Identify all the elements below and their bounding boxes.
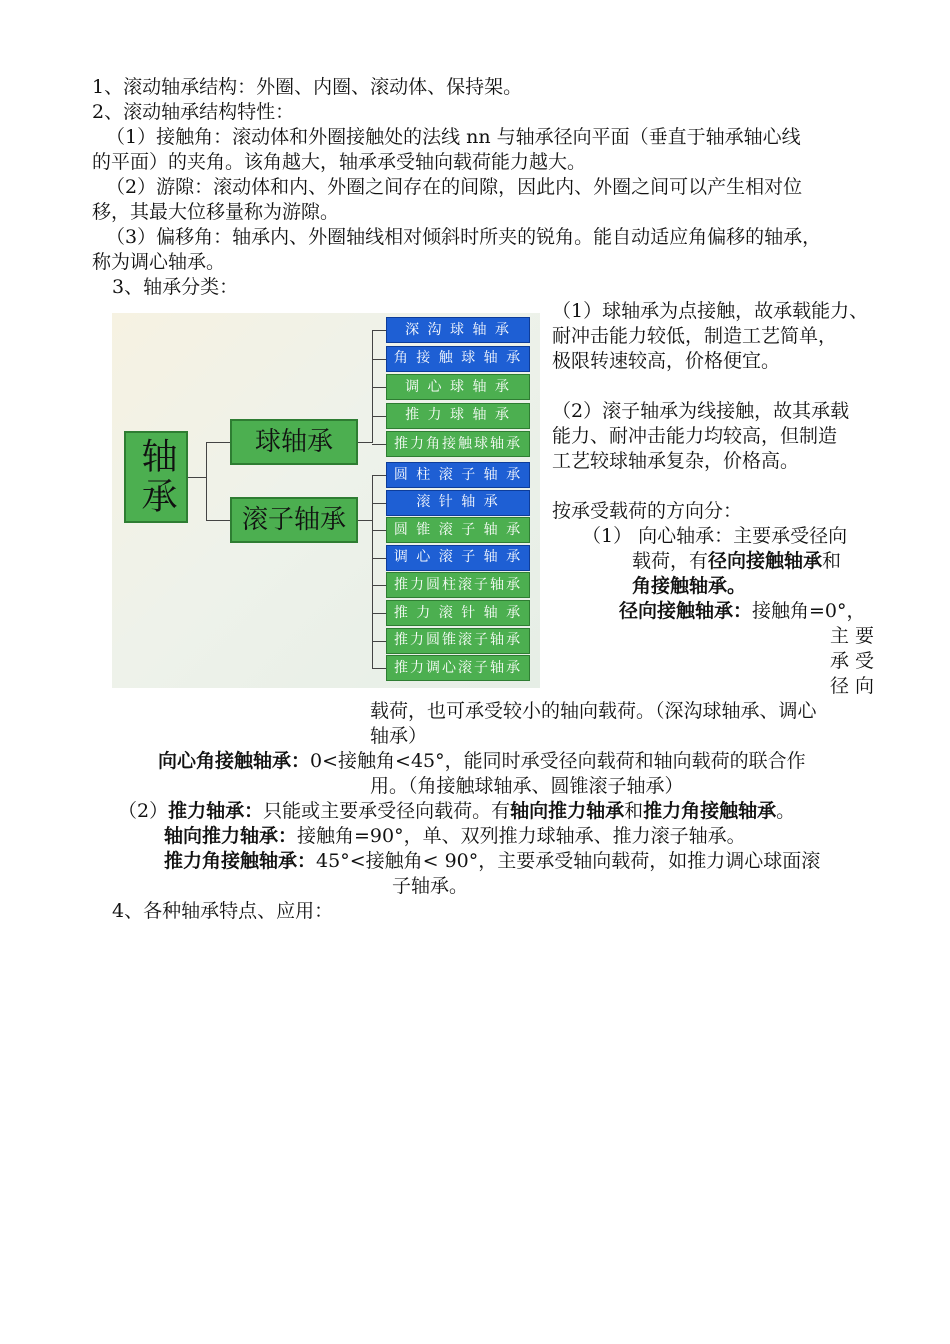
connector [372, 475, 386, 476]
bearing-type-roller_items-6: 推力圆锥滚子轴承 [386, 628, 530, 654]
connector [206, 442, 207, 520]
right-line-13: 承 受 [830, 650, 875, 672]
connector [372, 613, 386, 614]
text: （2） [118, 800, 169, 822]
root-node: 轴承 [124, 431, 188, 523]
bearing-type-roller_items-3: 调 心 滚 子 轴 承 [386, 545, 530, 571]
bold-term: 推力角接触轴承 [643, 800, 777, 822]
bearing-type-roller_items-7: 推力调心滚子轴承 [386, 655, 530, 681]
line-7: （3）偏移角：轴承内、外圈轴线相对倾斜时所夹的锐角。能自动适应角偏移的轴承， [106, 226, 822, 248]
bearing-type-ball_items-1: 角 接 触 球 轴 承 [386, 346, 530, 372]
bearing-type-roller_items-2: 圆 锥 滚 子 轴 承 [386, 517, 530, 543]
bearing-type-ball_items-0: 深 沟 球 轴 承 [386, 317, 530, 343]
ball-bearing-node: 球轴承 [230, 419, 358, 465]
text: 和 [822, 550, 842, 572]
text: 载荷，有 [632, 550, 709, 572]
line-2: 2、滚动轴承结构特性： [92, 101, 295, 123]
line-9: 3、轴承分类： [112, 276, 239, 298]
text: 接触角=90°，单、双列推力球轴承、推力滚子轴承。 [297, 825, 746, 847]
text: 只能或主要承受径向载荷。有 [263, 800, 511, 822]
connector [372, 387, 386, 388]
line-1: 1、滚动轴承结构：外圈、内圈、滚动体、保持架。 [92, 76, 523, 98]
connector [372, 330, 386, 331]
right-line-2: 耐冲击能力较低，制造工艺简单， [552, 325, 838, 347]
bold-term: 推力角接触轴承： [164, 850, 317, 872]
roller-bearing-node: 滚子轴承 [230, 497, 358, 543]
line-6: 移，其最大位移量称为游隙。 [92, 201, 340, 223]
lower-line-1: 载荷，也可承受较小的轴向载荷。（深沟球轴承、调心 [370, 700, 817, 722]
lower-line-3 [158, 749, 806, 774]
connector [372, 503, 386, 504]
connector [358, 520, 372, 521]
connector [372, 530, 386, 531]
line-5: （2）游隙：滚动体和内、外圈之间存在的间隙，因此内、外圈之间可以产生相对位 [106, 176, 803, 198]
bearing-type-ball_items-4: 推力角接触球轴承 [386, 431, 530, 457]
right-line-8: （1） 向心轴承：主要承受径向 [582, 525, 848, 547]
lower-line-8: 子轴承。 [392, 875, 469, 897]
bold-term: 向心角接触轴承： [158, 750, 311, 772]
right-line-3: 极限转速较高，价格便宜。 [552, 350, 781, 372]
line-3: （1）接触角：滚动体和外圈接触处的法线 nn 与轴承径向平面（垂直于轴承轴心线 [106, 126, 801, 148]
right-line-4: （2）滚子轴承为线接触，故其承载 [552, 400, 850, 422]
bearing-type-ball_items-2: 调 心 球 轴 承 [386, 374, 530, 400]
connector [372, 416, 386, 417]
bearing-classification-diagram [112, 313, 540, 688]
bearing-type-roller_items-4: 推力圆柱滚子轴承 [386, 572, 530, 598]
connector [372, 444, 386, 445]
right-line-7: 按承受载荷的方向分： [552, 500, 743, 522]
line-4: 的平面）的夹角。该角越大，轴承承受轴向载荷能力越大。 [92, 151, 587, 173]
lower-line-9: 4、各种轴承特点、应用： [112, 900, 334, 922]
right-line-12: 主 要 [830, 625, 875, 647]
connector [206, 442, 230, 443]
right-line-5: 能力、耐冲击能力均较高，但制造 [552, 425, 838, 447]
bearing-type-roller_items-1: 滚 针 轴 承 [386, 490, 530, 516]
bearing-type-roller_items-0: 圆 柱 滚 子 轴 承 [386, 462, 530, 488]
lower-line-7 [164, 849, 820, 874]
right-line-10: 角接触轴承。 [632, 575, 747, 597]
lower-line-6 [164, 824, 746, 849]
right-line-6: 工艺较球轴承复杂，价格高。 [552, 450, 800, 472]
text: 接触角=0°， [752, 600, 866, 622]
connector [206, 520, 230, 521]
connector [372, 585, 386, 586]
right-line-9 [632, 549, 841, 574]
bold-term: 推力轴承： [168, 800, 264, 822]
bearing-type-roller_items-5: 推 力 滚 针 轴 承 [386, 600, 530, 626]
right-line-11 [619, 599, 866, 624]
connector [372, 641, 386, 642]
bold-term: 轴向推力轴承： [164, 825, 298, 847]
lower-line-5 [118, 799, 795, 824]
right-line-1: （1）球轴承为点接触，故承载能力、 [552, 300, 869, 322]
bold-term: 轴向推力轴承 [510, 800, 625, 822]
connector [358, 442, 372, 443]
bearing-type-ball_items-3: 推 力 球 轴 承 [386, 403, 530, 429]
lower-line-4: 用。（角接触球轴承、圆锥滚子轴承） [370, 775, 684, 797]
lower-line-2: 轴承） [370, 725, 428, 747]
connector [372, 359, 386, 360]
text: 。 [776, 800, 796, 822]
text: 和 [624, 800, 644, 822]
bold-term: 径向接触轴承： [619, 600, 753, 622]
connector [372, 668, 386, 669]
text: 0<接触角<45°，能同时承受径向载荷和轴向载荷的联合作 [310, 750, 806, 772]
right-line-14: 径 向 [830, 675, 875, 697]
line-8: 称为调心轴承。 [92, 251, 226, 273]
text: 45°<接触角< 90°，主要承受轴向载荷，如推力调心球面滚 [316, 850, 821, 872]
bold-term: 径向接触轴承 [708, 550, 823, 572]
connector [372, 558, 386, 559]
connector [188, 477, 206, 478]
